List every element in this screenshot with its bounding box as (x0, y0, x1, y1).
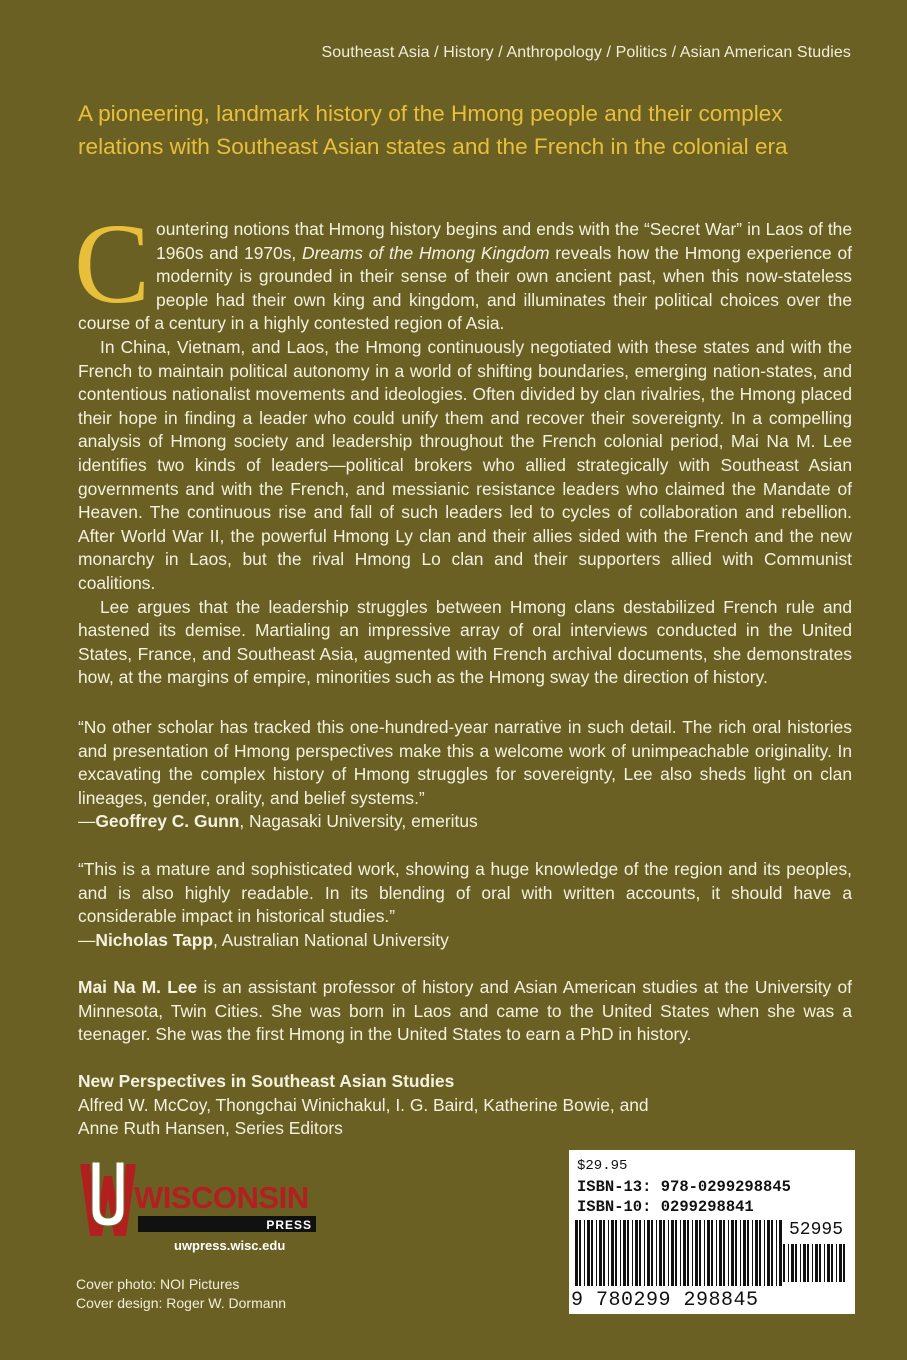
blurb-attribution (78, 810, 852, 834)
series-editors-2: Anne Ruth Hansen, Series Editors (78, 1118, 343, 1139)
author-bio-text: is an assistant professor of history and Asian American studies at the University of Minnesota, Twin Cities. She was born in Laos and came to the United States when she was a teenager. She was the first Hmong in the United States to earn a PhD in history. (78, 977, 852, 1045)
blurb-quote: “This is a mature and sophisticated work, showing a huge knowledge of the region and its peoples, and is also highly readable. In its blending of oral with written accounts, it should have a considerable impact in historical studies.” (78, 859, 852, 927)
barcode-addon-number: 52995 (788, 1220, 843, 1240)
headline-line-1: A pioneering, landmark history of the Hmong people and their complex (78, 101, 783, 126)
blurb-attribution (78, 929, 852, 953)
blurb-affiliation: , Nagasaki University, emeritus (239, 811, 478, 832)
blurb-author: Nicholas Tapp (95, 929, 213, 950)
isbn-10: ISBN-10: 0299298841 (577, 1198, 754, 1216)
price: $29.95 (577, 1158, 628, 1174)
barcode-label (569, 1150, 855, 1314)
barcode-bars-icon (575, 1220, 785, 1286)
barcode-addon-bars-icon (783, 1244, 847, 1282)
description (74, 200, 852, 690)
description-paragraph-3: Lee argues that the leadership struggles between Hmong clans destabilized French rule and hastened its demise. Martialing an impressive array of oral interviews conducted in the United States, France, and Southeast Asia, augmented with French archival documents, she demonstrates how, at the margins of empire, minorities such as the Hmong sway the direction of history. (78, 596, 852, 688)
logo-wordmark: WISCONSIN (134, 1180, 309, 1215)
publisher-logo (76, 1158, 326, 1268)
series-info (78, 1070, 852, 1141)
isbn-13: ISBN-13: 978-0299298845 (577, 1178, 791, 1196)
attribution-dash: — (78, 811, 96, 832)
book-title: Dreams of the Hmong Kingdom (302, 242, 550, 263)
blurb-gunn (78, 716, 852, 834)
author-name: Mai Na M. Lee (78, 977, 198, 997)
blurb-tapp (78, 858, 852, 952)
attribution-dash: — (78, 929, 96, 950)
p1-after: reveals how the Hmong experience of modernity is grounded in their sense of their own ancient past, when this now-stateless people had their own king and kingdom, and illuminates their political choices over the course of a century in a highly contested region of Asia. (78, 242, 852, 334)
cover-design-credit: Cover design: Roger W. Dormann (76, 1294, 287, 1311)
headline (78, 97, 868, 163)
publisher-url: uwpress.wisc.edu (174, 1238, 286, 1253)
series-title: New Perspectives in Southeast Asian Studies (78, 1071, 455, 1091)
p1-before: ountering notions that Hmong history begins and ends with the “Secret War” in Laos of the 1960s and 1970s, (156, 219, 852, 263)
headline-line-2: relations with Southeast Asian states and the French in the colonial era (78, 134, 788, 159)
category-line: Southeast Asia / History / Anthropology / Politics / Asian American Studies (321, 44, 851, 61)
barcode-number: 9 780299 298845 (571, 1289, 759, 1312)
logo-press: PRESS (266, 1218, 312, 1232)
cover-credits (76, 1275, 286, 1312)
uw-press-logo-icon (76, 1158, 326, 1268)
description-paragraph-2: In China, Vietnam, and Laos, the Hmong continuously negotiated with these states and with the French to maintain political autonomy in a world of shifting boundaries, emerging nation-states, and contentious nationalist movements and ideologies. Often divided by clan rivalries, the Hmong placed their hope in finding a leader who could unify them and recover their sovereignty. In a compelling analysis of Hmong society and leadership throughout the French colonial period, Mai Na M. Lee identifies two kinds of leaders—political brokers who allied strategically with Southeast Asian governments and with the French, and messianic resistance leaders who claimed the Mandate of Heaven. The continuous rise and fall of such leaders led to cycles of collaboration and rebellion. After World War II, the powerful Hmong Ly clan and their allies sided with the French and the new monarchy in Laos, but the rival Hmong Lo clan and their supporters allied with Communist coalitions. (78, 336, 852, 593)
description-paragraph-1 (74, 200, 852, 336)
cover-photo-credit: Cover photo: NOI Pictures (76, 1276, 240, 1292)
drop-cap: C (74, 200, 151, 327)
author-bio (78, 976, 852, 1047)
blurb-author: Geoffrey C. Gunn (95, 811, 240, 832)
blurb-quote: “No other scholar has tracked this one-hundred-year narrative in such detail. The rich oral histories and presentation of Hmong perspectives make this a welcome work of unimpeachable originality. In excavating the complex history of Hmong struggles for sovereignty, Lee also sheds light on clan lineages, gender, orality, and belief systems.” (78, 717, 852, 808)
blurb-affiliation: , Australian National University (212, 929, 449, 950)
series-editors-1: Alfred W. McCoy, Thongchai Winichakul, I. G. Baird, Katherine Bowie, and (78, 1094, 649, 1115)
